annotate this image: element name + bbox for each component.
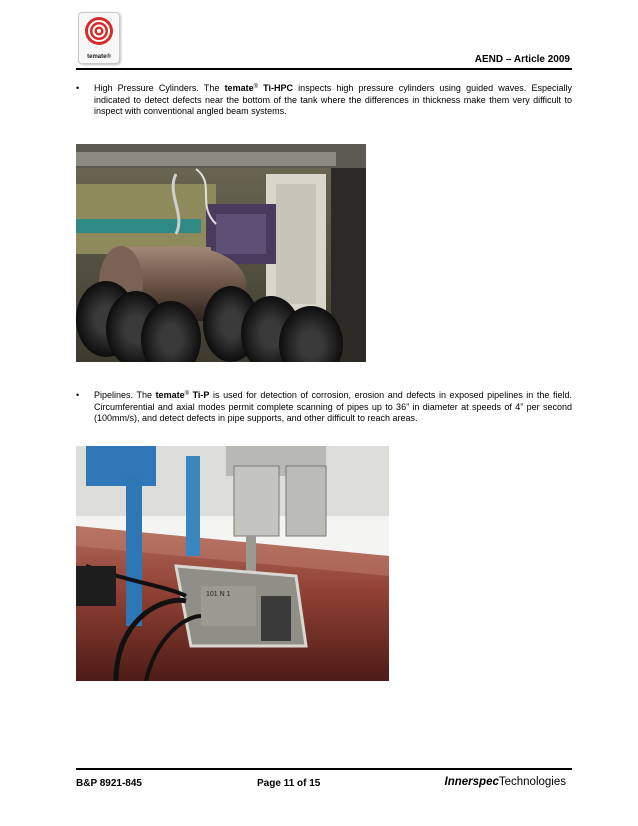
bullet-dot: • [76, 83, 80, 93]
probe-label: 101 N 1 [206, 591, 231, 598]
temate-logo [78, 12, 120, 64]
temate-logo-icon [84, 16, 114, 46]
photo-pipeline-svg [76, 446, 389, 681]
pipe-product: Ti-P [189, 390, 210, 400]
pipe-lead: Pipelines. The [94, 390, 156, 400]
footer-doc-id: B&P 8921-845 [76, 778, 142, 789]
hpc-reg: ® [253, 84, 258, 90]
photo-hpc-svg [76, 144, 366, 362]
hpc-brand: temate [224, 83, 254, 93]
photo-pipeline-scanner [76, 446, 389, 681]
logo-text: temate® [87, 54, 111, 60]
pipe-body: is used for detection of corrosion, erosion and defects in exposed pipelines in the field. Circumferential and axial modes permit complete scanning of pipes up to 36” in diameter at speeds of 4” per second (100mm/s), and detect defects in pipe supports, and other difficult to reach areas. [94, 390, 573, 423]
hpc-product: Ti-HPC [258, 83, 294, 93]
bullet-pipelines-text [94, 390, 572, 425]
photo-hpc-cylinder [76, 144, 366, 362]
hpc-lead: High Pressure Cylinders. The [94, 83, 225, 93]
header-title: AEND – Article 2009 [474, 54, 570, 65]
footer-brand-rest: Technologies [498, 776, 566, 788]
footer-brand-bold: Innerspec [444, 776, 499, 788]
header-rule [76, 68, 572, 70]
pipe-brand: temate [155, 390, 185, 400]
pipe-reg: ® [184, 391, 189, 397]
footer-page-number: Page 11 of 15 [257, 778, 321, 789]
bullet-hpc [76, 83, 572, 118]
bullet-pipelines [76, 390, 572, 425]
bullet-hpc-text [94, 83, 572, 118]
footer-brand [445, 776, 566, 788]
footer-rule [76, 768, 572, 770]
bullet-dot: • [76, 390, 80, 400]
hpc-body: inspects high pressure cylinders using guided waves. Especially indicated to detect defects near the bottom of the tank where the differences in thickness make them very difficult to inspect with conventional angled beam systems. [94, 83, 572, 116]
